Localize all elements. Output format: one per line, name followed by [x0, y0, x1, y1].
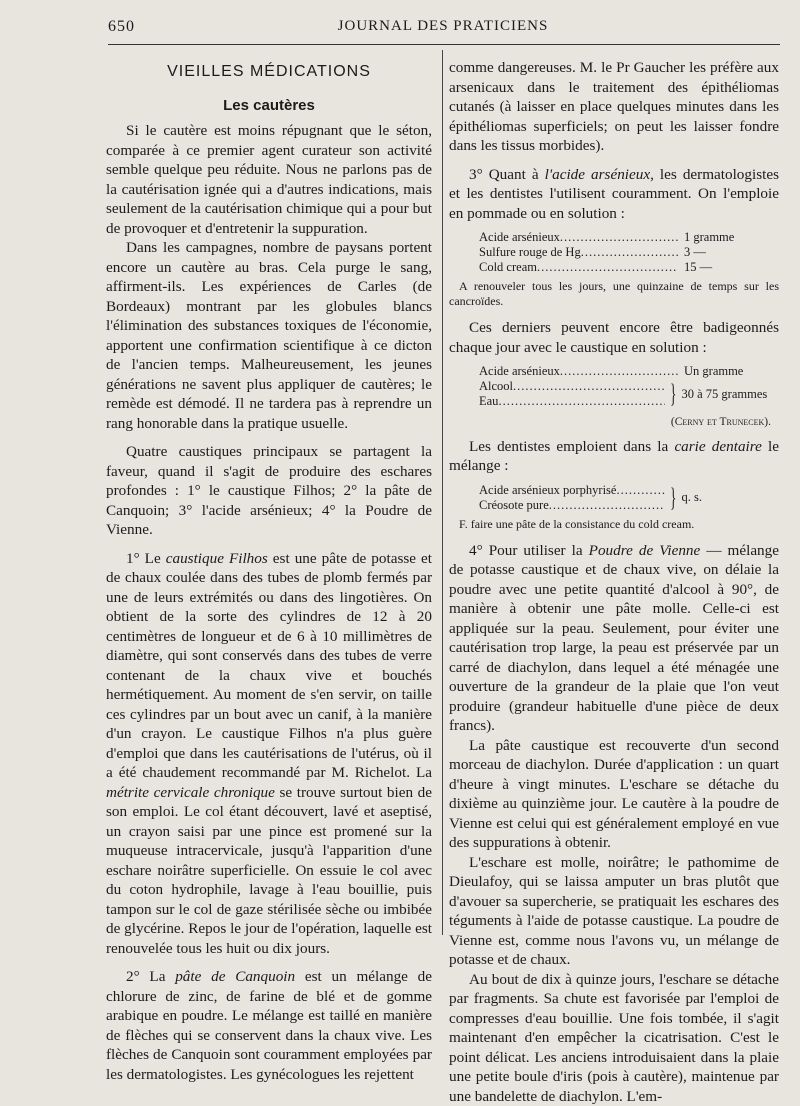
brace-icon: }	[670, 381, 676, 407]
prescription-3	[479, 483, 779, 513]
right-column	[449, 58, 779, 1106]
brace-icon: }	[670, 485, 676, 511]
paragraph: 1° Le caustique Filhos est une pâte de potasse et de chaux coulée dans des tubes de plomb fermés par une de leurs extrémités ou dans des lingotières. On obtient de la sorte des cylindres de 12 à 20 centimètres de longueur et de 6 à 10 millimètres de diamètre, qui sont conservés dans des tubes de verre contenant de la chaux vive et bouchés hermétiquement. Au moment de s'en servir, on taille ces cylindres par un bout avec un canif, à la manière d'un crayon. Le caustique Filhos n'a plus guère d'emploi que dans les cautérisations de l'utérus, où il a été chaudement recommandé par M. Richelot. La métrite cervicale chronique se trouve surtout bien de son emploi. Le col étant découvert, lavé et aseptisé, un crayon saisi par une pince est promené sur la muqueuse intracervicale, jusqu'à l'apparition d'une eschare noirâtre superficielle. On essuie le col avec du coton hydrophile, lavage à l'eau bouillie, puis tampon sur le col de gaze stérilisée sèche ou imbibée de glycérine. Repos le jour de l'opération, laquelle est renouvelée tous les huit ou dix jours.	[106, 549, 432, 959]
section-title: VIEILLES MÉDICATIONS	[106, 62, 432, 82]
formula-row: Cold cream ..... 15 —	[479, 260, 779, 275]
emphasis: caustique Filhos	[166, 550, 268, 567]
paragraph: 2° La pâte de Canquoin est un mélange de chlorure de zinc, de farine de blé et de gomme arabique en poudre. Le mélange est taillé en manière de flèches qui se conservent dans la chaux vive. Les flèches de Canquoin sont couramment employées par les dermatologistes. Les gynécologues les rejettent	[106, 967, 432, 1084]
formula-row: Sulfure rouge de Hg ..... 3 —	[479, 245, 779, 260]
prescription-1	[479, 230, 779, 275]
paragraph: 3° Quant à l'acide arsénieux, les dermatologistes et les dentistes l'utilisent couramment. On l'emploie en pommade ou en solution :	[449, 165, 779, 224]
paragraph: Si le cautère est moins répugnant que le séton, comparée à ce premier agent curateur son activité semble quelque peu réduite. Nous ne parlons pas de la cautérisation ignée qui a d'autres indications, mais seulement de la cautérisation chimique qui a pour but de provoquer et d'entretenir la suppuration.	[106, 121, 432, 238]
paragraph: Dans les campagnes, nombre de paysans portent encore un cautère au bras. Cela purge le sang, affirment-ils. Les expériences de Carles (de Bordeaux) montrant par les globules blancs l'élimination des substances toxiques de l'économie, apportent une confirmation scientifique à ce dicton de l'ancien temps. Malheureusement, les jeunes générations ne savent plus appliquer de cautères; le remède est démodé. Il ne tardera pas à reprendre un rang honorable dans la pratique usuelle.	[106, 238, 432, 433]
header-rule	[108, 44, 780, 45]
emphasis: carie dentaire	[674, 438, 761, 455]
paragraph: 4° Pour utiliser la Poudre de Vienne — mélange de potasse caustique et de chaux vive, on délaie la poudre avec une petite quantité d'alcool à 90°, de manière à obtenir une pâte molle. Celle-ci est appliquée sur la peau. Seulement, pour éviter une cautérisation trop large, la peau est préservée par un carré de diachylon, dans lequel a été ménagée une ouverture de la grandeur de la plaie que l'on veut produire (grandeur habituelle d'une pièce de deux francs).	[449, 541, 779, 736]
emphasis: métrite cervicale chronique	[106, 784, 275, 801]
paragraph: La pâte caustique est recouverte d'un second morceau de diachylon. Durée d'application : un quart d'heure à vingt minutes. L'eschare se détache du dixième au quinzième jour. Le cautère à la poudre de Vienne est celui qui est généralement employé en vue des suppurations à obtenir.	[449, 736, 779, 853]
journal-title: JOURNAL DES PRATICIENS	[108, 18, 778, 35]
prescription-note: F. faire une pâte de la consistance du cold cream.	[449, 517, 779, 532]
emphasis: pâte de Canquoin	[175, 968, 295, 985]
formula-group: Alcool ..... Eau ..... } 30 à 75 grammes	[479, 379, 779, 409]
left-column	[106, 58, 432, 1084]
prescription-2	[479, 364, 779, 409]
paragraph: Les dentistes emploient dans la carie dentaire le mélange :	[449, 437, 779, 476]
emphasis: Poudre de Vienne	[589, 542, 701, 559]
paragraph: Quatre caustiques principaux se partagent la faveur, quand il s'agit de produire des eschares profondes : 1° le caustique Filhos; 2° la pâte de Canquoin; 3° l'acide arsénieux; 4° la Poudre de Vienne.	[106, 442, 432, 540]
formula-row: Acide arsénieux ..... Un gramme	[479, 364, 779, 379]
prescription-note: A renouveler tous les jours, une quinzaine de temps sur les cancroïdes.	[449, 279, 779, 309]
paragraph: Au bout de dix à quinze jours, l'eschare se détache par fragments. Sa chute est favorisée par l'emploi de compresses d'eau bouillie. Une fois tombée, il s'agit maintenant d'en empêcher la cicatrisation. C'est le point délicat. Les anciens introduisaient dans la plaie une petite boule d'iris (pois à cautère), maintenue par une bandelette de diachylon. L'em-	[449, 970, 779, 1106]
page-header	[108, 18, 778, 42]
paragraph: L'eschare est molle, noirâtre; le pathomime de Dieulafoy, qui se laissa amputer un bras plutôt que d'avouer sa supercherie, se pratiquait les eschares des téguments à l'aide de potasse caustique. La poudre de Vienne est, comme nous l'avons vu, un mélange de potasse et de chaux.	[449, 853, 779, 970]
paragraph: Ces derniers peuvent encore être badigeonnés chaque jour avec le caustique en solution :	[449, 318, 779, 357]
paragraph: comme dangereuses. M. le Pr Gaucher les préfère aux arsenicaux dans le traitement des épithéliomas cutanés (à laisser en place quelques minutes dans les épithéliomas superficiels; on peut les laisser fondre dans les tissus morbides).	[449, 58, 779, 156]
formula-group: Acide arsénieux porphyrisé ..... Créosote pure ..... } q. s.	[479, 483, 779, 513]
emphasis: l'acide arsénieux	[545, 166, 650, 183]
article-title: Les cautères	[106, 96, 432, 116]
column-divider	[442, 50, 443, 935]
page-number: 650	[108, 18, 135, 36]
formula-row: Acide arsénieux ..... 1 gramme	[479, 230, 779, 245]
formula-attribution: (Cerny et Trunecek).	[449, 413, 771, 433]
